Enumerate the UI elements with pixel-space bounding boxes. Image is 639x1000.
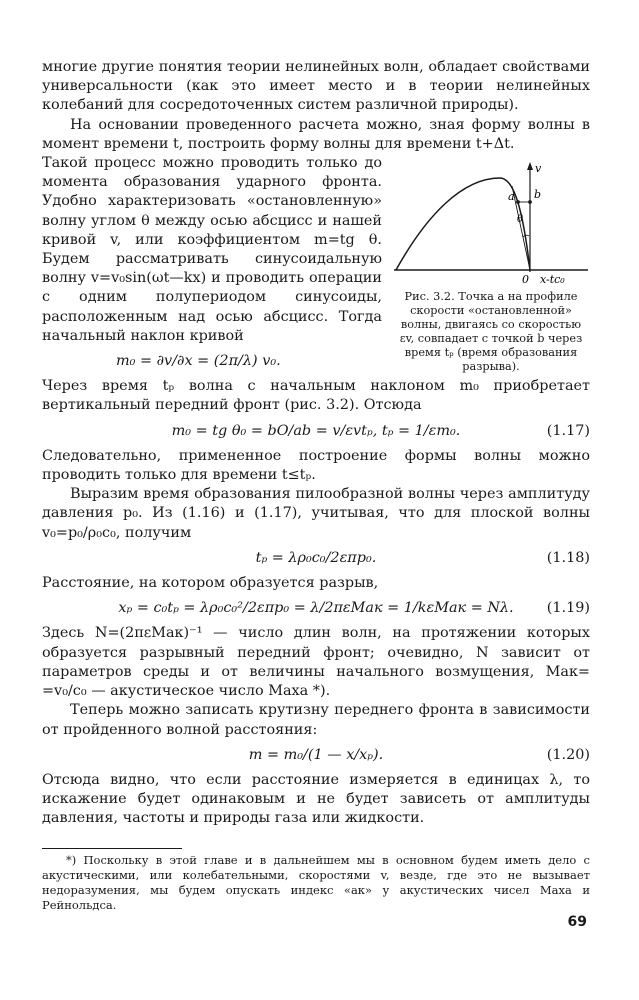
paragraph-now: Теперь можно записать крутизну переднего фронта в зависимости от пройденного волной расстояния: (42, 702, 590, 738)
figure-3-2 (392, 158, 590, 374)
footnote-rule (42, 848, 182, 849)
equation-m0-formula: m₀ = ∂v/∂x = (2π/λ) v₀. (116, 353, 281, 370)
paragraph-here: Здесь N=(2πεMак)⁻¹ — число длин волн, на протяжении которых образуется разрывный передний фронт; очевидно, N зависит от параметров среды и от величины начального возмущения, Mак= =v₀/c₀ — акустическое число Маха *). (42, 625, 590, 700)
footnote (42, 848, 590, 913)
equation-1-18-formula: tₚ = λρ₀c₀/2επp₀. (255, 549, 377, 566)
paragraph-basis: На основании проведенного расчета можно, зная форму волны в момент времени t, построить форму волны для времени t+Δt. (42, 116, 590, 152)
equation-m0 (42, 352, 382, 371)
paragraph-time: Через время tₚ волна с начальным наклоном m₀ приобретает вертикальный передний фронт (рис. 3.2). Отсюда (42, 378, 590, 414)
paragraph-intro: многие другие понятия теории нелинейных волн, обладает свойствами универсальности (как это имеет место и в теории нелинейных колебаний для сосредоточенных систем различной природы). (42, 59, 590, 114)
point-a (516, 200, 520, 204)
equation-1-20-number: (1.20) (546, 746, 590, 763)
figure-caption: Рис. 3.2. Точка a на профиле скорости «остановленной» волны, двигаясь со скоростью εv, совпадает с точкой b через время tₚ (время образования разрыва). (399, 290, 583, 374)
paragraph-express: Выразим время образования пилообразной волны через амплитуду давления p₀. Из (1.16) и (1.17), учитывая, что для плоской волны v₀=p₀/ρ₀c₀, получим (42, 486, 590, 541)
figure-wrap (42, 154, 590, 416)
equation-1-19 (42, 599, 590, 618)
equation-1-17 (42, 422, 590, 441)
page-body (42, 58, 590, 829)
paragraph-consequently: Следовательно, примененное построение формы волны можно проводить только для времени t≤tₚ. (42, 447, 590, 484)
label-origin: 0 (522, 273, 529, 287)
equation-1-20 (42, 746, 590, 765)
tangent-line (512, 186, 530, 270)
label-a: a (508, 190, 515, 204)
equation-1-18 (42, 549, 590, 568)
page-number: 69 (567, 914, 587, 930)
label-v: v (535, 162, 542, 176)
label-theta: θ (517, 214, 524, 226)
paragraph-conclusion: Отсюда видно, что если расстояние измеряется в единицах λ, то искажение будет одинаковым и не будет зависеть от амплитуды давления, частоты и природы газа или жидкости. (42, 771, 590, 827)
footnote-text: *) Поскольку в этой главе и в дальнейшем мы в основном будем иметь дело с акустическими, или колебательными, скоростями v, везде, где это не вызывает недоразумения, мы будем опускать индекс «ак» у акустических чисел Маха и Рейнольдса. (42, 853, 590, 912)
equation-1-17-formula: m₀ = tg θ₀ = bO/ab = v/εvtₚ, tₚ = 1/εm₀. (171, 422, 461, 439)
v-axis-arrow (527, 162, 533, 170)
equation-1-18-number: (1.18) (546, 549, 590, 566)
equation-1-19-formula: xₚ = c₀tₚ = λρ₀c₀²/2επp₀ = λ/2πεMак = 1/kεMак = Nλ. (118, 600, 514, 617)
label-axis: x-tc₀ (540, 273, 565, 287)
point-b (528, 200, 532, 204)
equation-1-17-number: (1.17) (546, 422, 590, 439)
equation-1-19-number: (1.19) (546, 600, 590, 617)
wave-profile-diagram (392, 158, 590, 286)
paragraph-process: Такой процесс можно проводить только до момента образования ударного фронта. Удобно характеризовать «остановленную» волну углом θ между осью абсцисс и нашей кривой v, или коэффициентом m=tg θ. Будем рассматривать синусоидальную волну v=v₀sin(ωt—kx) и проводить операции с одним полупериодом синусоиды, расположенным над осью абсцисс. Тогда начальный наклон кривой (42, 155, 382, 344)
paragraph-distance: Расстояние, на котором образуется разрыв, (42, 575, 379, 592)
label-b: b (534, 188, 542, 202)
equation-1-20-formula: m = m₀/(1 — x/xₚ). (248, 746, 384, 763)
